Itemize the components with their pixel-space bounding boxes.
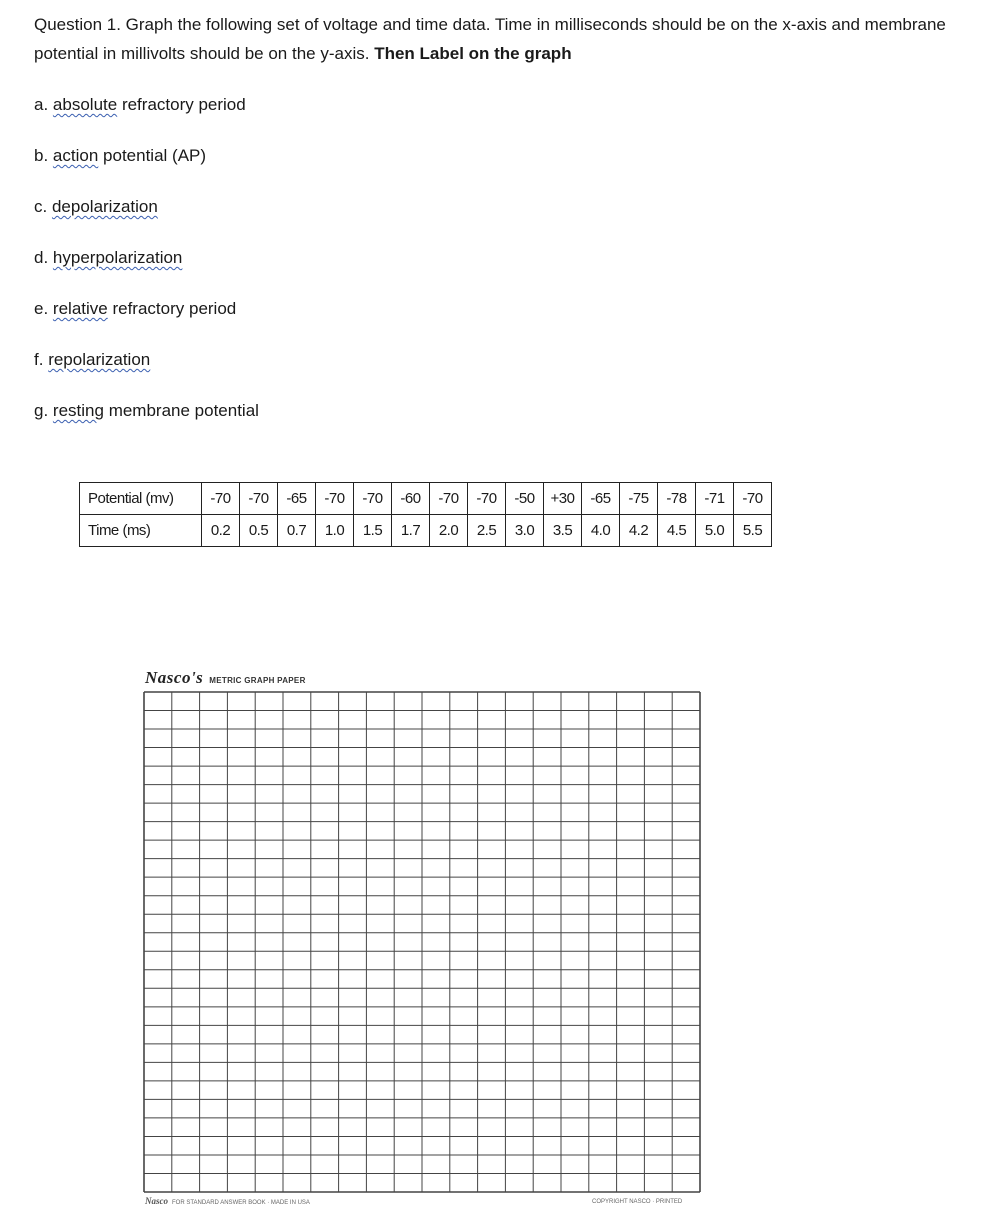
table-row-time bbox=[80, 515, 772, 547]
table-cell: 4.5 bbox=[658, 515, 696, 547]
list-item bbox=[34, 347, 259, 398]
list-item bbox=[34, 194, 259, 245]
table-cell: 0.2 bbox=[202, 515, 240, 547]
item-keyword: repolarization bbox=[48, 350, 151, 369]
item-keyword: relative bbox=[52, 299, 108, 318]
item-keyword: absolute bbox=[52, 95, 118, 114]
table-cell: 0.7 bbox=[278, 515, 316, 547]
item-keyword: hyperpolarization bbox=[52, 248, 183, 267]
item-prefix: f. bbox=[34, 350, 44, 369]
table-cell: 2.5 bbox=[468, 515, 506, 547]
item-keyword: resting bbox=[52, 401, 104, 420]
item-prefix: a. bbox=[34, 95, 49, 114]
table-cell: 2.0 bbox=[430, 515, 468, 547]
list-item bbox=[34, 92, 259, 143]
table-cell: -71 bbox=[696, 483, 734, 515]
graph-paper-footer bbox=[145, 1196, 310, 1206]
item-prefix: e. bbox=[34, 299, 49, 318]
graph-paper-footer-right: COPYRIGHT NASCO · PRINTED bbox=[592, 1199, 683, 1205]
voltage-time-table bbox=[79, 482, 772, 547]
table-cell: 1.0 bbox=[316, 515, 354, 547]
question-text bbox=[34, 10, 964, 68]
table-row-potential bbox=[80, 483, 772, 515]
table-cell: 4.0 bbox=[582, 515, 620, 547]
list-item bbox=[34, 398, 259, 449]
graph-paper-subtitle: METRIC GRAPH PAPER bbox=[209, 676, 306, 685]
list-item bbox=[34, 245, 259, 296]
list-item bbox=[34, 143, 259, 194]
table-cell: -70 bbox=[430, 483, 468, 515]
item-rest: refractory period bbox=[121, 95, 246, 114]
table-cell: 3.0 bbox=[506, 515, 544, 547]
table-cell: 3.5 bbox=[544, 515, 582, 547]
table-cell: -70 bbox=[202, 483, 240, 515]
table-cell: 5.5 bbox=[734, 515, 772, 547]
table-cell: -50 bbox=[506, 483, 544, 515]
graph-paper-grid bbox=[143, 691, 701, 1193]
table-cell: +30 bbox=[544, 483, 582, 515]
question-bold-instruction: Then Label on the graph bbox=[374, 44, 572, 63]
label-list bbox=[34, 92, 259, 449]
item-rest: refractory period bbox=[112, 299, 237, 318]
table-cell: -70 bbox=[240, 483, 278, 515]
footer-brand: Nasco bbox=[145, 1196, 168, 1206]
table-cell: -65 bbox=[278, 483, 316, 515]
list-item bbox=[34, 296, 259, 347]
item-prefix: g. bbox=[34, 401, 49, 420]
table-cell: 4.2 bbox=[620, 515, 658, 547]
row-header-potential: Potential (mv) bbox=[80, 483, 202, 515]
table-cell: -78 bbox=[658, 483, 696, 515]
graph-paper-brand bbox=[145, 668, 306, 688]
item-rest: membrane potential bbox=[108, 401, 259, 420]
item-keyword: action bbox=[52, 146, 99, 165]
footer-text: FOR STANDARD ANSWER BOOK · MADE IN USA bbox=[172, 1200, 310, 1206]
table-cell: -70 bbox=[354, 483, 392, 515]
item-prefix: d. bbox=[34, 248, 49, 267]
table-cell: 5.0 bbox=[696, 515, 734, 547]
table-cell: -75 bbox=[620, 483, 658, 515]
brand-logo: Nasco's bbox=[145, 668, 204, 687]
table-cell: -65 bbox=[582, 483, 620, 515]
table-cell: 0.5 bbox=[240, 515, 278, 547]
question-body: Question 1. Graph the following set of voltage and time data. Time in milliseconds should be on the x-axis and membrane potential in millivolts should be on the y-axis. bbox=[34, 15, 946, 63]
table-cell: 1.5 bbox=[354, 515, 392, 547]
item-prefix: b. bbox=[34, 146, 49, 165]
table-cell: -70 bbox=[468, 483, 506, 515]
item-prefix: c. bbox=[34, 197, 48, 216]
item-rest: potential (AP) bbox=[103, 146, 207, 165]
table-cell: -60 bbox=[392, 483, 430, 515]
row-header-time: Time (ms) bbox=[80, 515, 202, 547]
item-keyword: depolarization bbox=[51, 197, 158, 216]
table-cell: -70 bbox=[734, 483, 772, 515]
table-cell: 1.7 bbox=[392, 515, 430, 547]
table-cell: -70 bbox=[316, 483, 354, 515]
